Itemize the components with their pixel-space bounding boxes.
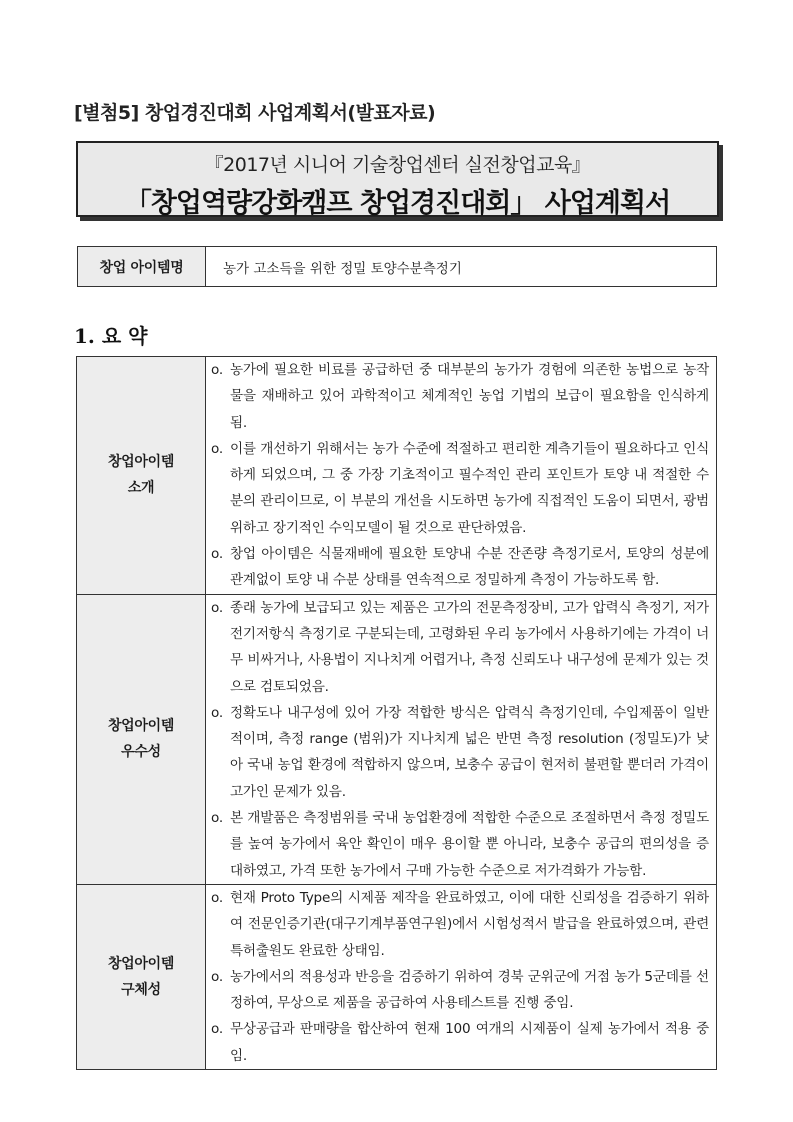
row-label (77, 357, 206, 595)
bullet-item (210, 805, 709, 884)
bullet-item (210, 541, 709, 594)
bullet-text: 본 개발품은 측정범위를 국내 농업환경에 적합한 수준으로 조절하면서 측정 정밀도를 높여 농가에서 육안 확인이 매우 용이할 뿐 아니라, 보충수 공급의 편의성을 증대하였고, 가격 또한 농가에서 구매 가능한 수준으로 저가격화가 가능함. (230, 810, 709, 879)
bullet-item (210, 885, 709, 964)
bullet-mark: o. (211, 704, 223, 721)
bullet-text: 정확도나 내구성에 있어 가장 적합한 방식은 압력식 측정기인데, 수입제품이 일반적이며, 측정 range (범위)가 지나치게 넓은 반면 측정 resolution (정밀도)가 낮아 국내 농업 환경에 적합하지 않으며, 보충수 공급이 현저히 불편할 뿐더러 가격이 고가인 문제가 있음. (230, 704, 709, 800)
summary-row-concreteness (77, 884, 717, 1069)
document-title: 「창업역량강화캠프 창업경진대회」 사업계획서 (124, 188, 671, 219)
document-subtitle: 『2017년 시니어 기술창업센터 실전창업교육』 (204, 154, 591, 176)
row-label-line2: 우수성 (121, 744, 161, 761)
summary-row-introduction (77, 357, 717, 595)
item-name-label: 창업 아이템명 (78, 247, 206, 286)
bullet-text: 종래 농가에 보급되고 있는 제품은 고가의 전문측정장비, 고가 압력식 측정기, 저가 전기저항식 측정기로 구분되는데, 고령화된 우리 농가에서 사용하기에는 가격이 너무 비싸거나, 사용법이 지나치게 어렵거나, 측정 신뢰도나 내구성에 문제가 있는 것으로 검토되었음. (230, 599, 709, 695)
bullet-mark: o. (211, 440, 223, 457)
bullet-item (210, 700, 709, 805)
bullet-item (210, 1016, 709, 1069)
bullet-mark: o. (211, 546, 223, 563)
bullet-text: 무상공급과 판매량을 합산하여 현재 100 여개의 시제품이 실제 농가에서 적용 중임. (230, 1021, 709, 1064)
summary-row-excellence (77, 594, 717, 884)
row-label-line1: 창업아이템 (107, 955, 175, 972)
summary-table (76, 356, 717, 1070)
bullet-mark: o. (211, 362, 223, 378)
row-body (206, 884, 717, 1069)
bullet-mark: o. (211, 1021, 223, 1038)
attachment-label: [별첨5] 창업경진대회 사업계획서(발표자료) (74, 102, 436, 124)
row-label-line2: 소개 (127, 480, 155, 497)
row-label-line1: 창업아이템 (107, 454, 175, 471)
bullet-mark: o. (211, 599, 223, 616)
row-body (206, 594, 717, 884)
section-heading-summary: 1. 요 약 (74, 324, 148, 348)
bullet-mark: o. (211, 968, 223, 985)
bullet-text: 이를 개선하기 위해서는 농가 수준에 적절하고 편리한 계측기들이 필요하다고 인식하게 되었으며, 그 중 가장 기초적이고 필수적인 관리 포인트가 토양 내 적절한 수분의 관리이므로, 이 부분의 개선을 시도하면 농가에 직접적인 도움이 되면서, 광범위하고 장기적인 수익모델이 될 것으로 판단하였음. (230, 440, 709, 536)
item-name-value: 농가 고소득을 위한 정밀 토양수분측정기 (223, 260, 462, 277)
row-label (77, 594, 206, 884)
bullet-item (210, 595, 709, 700)
item-name-table (77, 246, 717, 287)
bullet-item (210, 357, 709, 436)
bullet-item (210, 436, 709, 541)
bullet-mark: o. (211, 889, 223, 906)
row-label-line1: 창업아이템 (107, 718, 175, 735)
bullet-text: 농가에 필요한 비료를 공급하던 중 대부분의 농가가 경험에 의존한 농법으로 농작물을 재배하고 있어 과학적이고 체계적인 농업 기법의 보급이 필요함을 인식하게 됨. (230, 362, 709, 431)
bullet-item (210, 964, 709, 1017)
bullet-text: 농가에서의 적용성과 반응을 검증하기 위하여 경북 군위군에 거점 농가 5군데를 선정하여, 무상으로 제품을 공급하여 사용테스트를 진행 중임. (230, 968, 709, 1012)
bullet-text: 현재 Proto Type의 시제품 제작을 완료하였고, 이에 대한 신뢰성을 검증하기 위하여 전문인증기관(대구기계부품연구원)에서 시험성적서 발급을 완료하였으며, 관련 특허출원도 완료한 상태임. (230, 889, 709, 959)
document-title-box (76, 141, 719, 217)
row-label-line2: 구체성 (121, 981, 161, 998)
row-label (77, 884, 206, 1069)
row-body (206, 357, 717, 595)
bullet-mark: o. (211, 810, 223, 827)
bullet-text: 창업 아이템은 식물재배에 필요한 토양내 수분 잔존량 측정기로서, 토양의 성분에 관계없이 토양 내 수분 상태를 연속적으로 정밀하게 측정이 가능하도록 함. (230, 546, 709, 589)
